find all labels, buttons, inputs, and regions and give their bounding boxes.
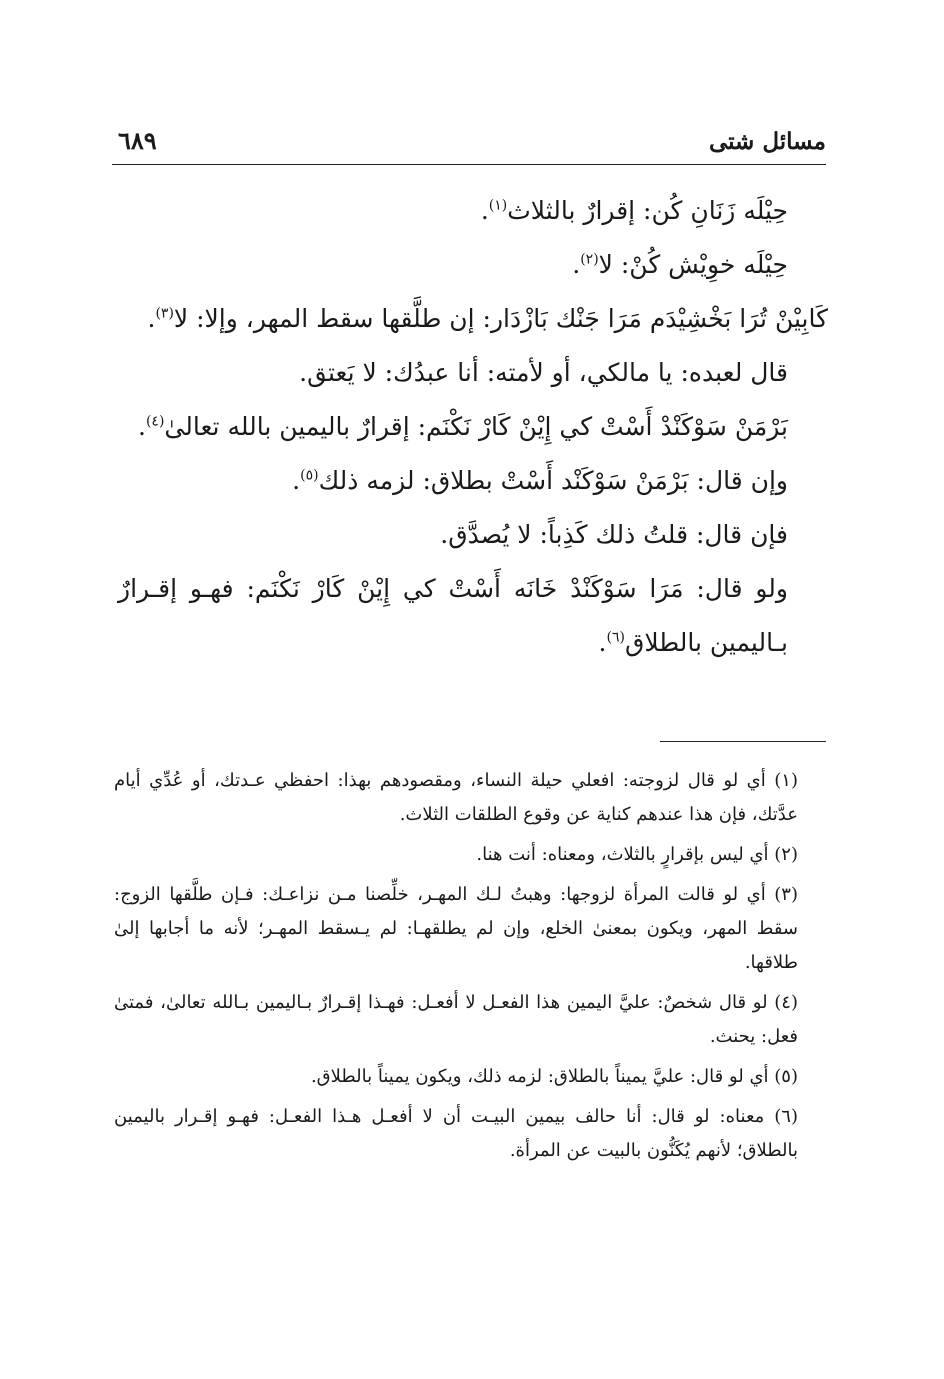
text-line: حِيْلَه زَنَانِ كُن: إقرارٌ بالثلاث$^{(١)}$. <box>480 196 788 225</box>
footnote: (٢) أي ليس بإقرارٍ بالثلاث، ومعناه: أنت هنا. <box>476 844 798 865</box>
footnotes <box>114 764 828 1174</box>
footnote-marker: (٤) <box>145 413 165 430</box>
text-line: فإن قال: قلتُ ذلك كَذِباً: لا يُصدَّق. <box>440 520 788 549</box>
footnote: (٦) معناه: لو قال: أنا حالف بيمين البيـت أن لا أفعـل هـذا الفعـل: فهـو إقـرار باليمين بالطلاق؛ لأنهم يُكَنُّون بالبيت عن المرأة. <box>114 1106 798 1161</box>
main-text <box>118 184 828 670</box>
footnote-marker: (٢) <box>580 251 599 268</box>
running-header <box>112 118 826 165</box>
footnote: (٤) لو قال شخصٌ: عليَّ اليمين هذا الفعـل لا أفعـل: فهـذا إقـرارٌ بـاليمين بـالله تعالىٰ، فمتىٰ فعل: يحنث. <box>114 992 798 1047</box>
text-line: حِيْلَه خوِيْش كُنْ: لا$^{(٢)}$. <box>572 250 788 279</box>
text-line: قال لعبده: يا مالكي، أو لأمته: أنا عبدُك: لا يَعتق. <box>299 358 788 387</box>
footnote: (٥) أي لو قال: عليَّ يميناً بالطلاق: لزمه ذلك، ويكون يميناً بالطلاق. <box>310 1066 798 1087</box>
footnote: (١) أي لو قال لزوجته: افعلي حيلة النساء، ومقصودهم بهذا: احفظي عـدتك، أو عُدِّي أيام عدَّتك، فإن هذا عندهم كناية عن وقوع الطلقات الثلاث. <box>114 770 798 825</box>
text-line: بَرْمَنْ سَوْكَنْدْ أَسْتْ كي إِيْنْ كَارْ نَكْنَم: إقرارٌ باليمين بالله تعالىٰ$^{(٤)}$. <box>137 412 788 441</box>
page-number: ٦٨٩ <box>118 126 157 155</box>
chapter-title: مسائل شتى <box>708 128 826 155</box>
footnote-marker: (٦) <box>606 629 625 646</box>
text-line: وإن قال: بَرْمَنْ سَوْكَنْد أَسْتْ بطلاق: لزمه ذلك$^{(٥)}$. <box>292 466 788 495</box>
footnote-marker: (٣) <box>155 305 174 322</box>
footnote: (٣) أي لو قالت المرأة لزوجها: وهبتُ لـك المهـر، خلِّصنا مـن نزاعـك: فـإن طلَّقها الزوج: سقط المهر، ويكون بمعنىٰ الخلع، وإن لم يطلقهـا: لم يـسقط المهـر؛ لأنه ما أجابها إلىٰ طلاقها. <box>114 884 798 973</box>
text-line: كَابِيْنْ تُرَا بَخْشِيْدَم مَرَا جَنْك بَازْدَار: إن طلَّقها سقط المهر، وإلا: لا$^{(٣)}$. <box>147 304 828 333</box>
footnote-marker: (٥) <box>300 467 319 484</box>
footnote-divider <box>660 741 826 742</box>
footnote-marker: (١) <box>488 197 508 214</box>
text-line: ولو قال: مَرَا سَوْكَنْدْ خَانَه أَسْتْ كي إِيْنْ كَارْ نَكْنَم: فهـو إقـرارٌ بـاليمين بالطلاق$^{(٦)}$. <box>118 574 788 657</box>
